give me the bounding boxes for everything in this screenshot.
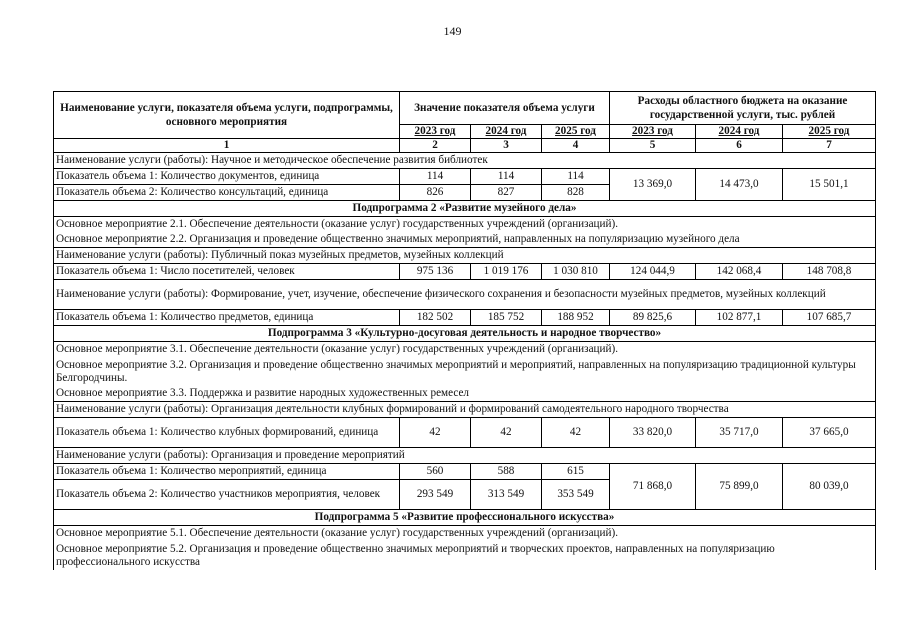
volume-value: 615 xyxy=(542,464,610,480)
column-number-row xyxy=(54,139,876,153)
indicator-row xyxy=(54,418,876,448)
budget-value: 148 708,8 xyxy=(783,264,876,280)
year-cell: 2024 год xyxy=(471,125,542,139)
service-row xyxy=(54,280,876,310)
budget-table xyxy=(53,91,876,570)
budget-value: 15 501,1 xyxy=(783,169,876,201)
indicator-row xyxy=(54,264,876,280)
year-cell: 2023 год xyxy=(400,125,471,139)
service-name: Наименование услуги (работы): Организация деятельности клубных формирований и формирований самодеятельного народного творчества xyxy=(54,402,876,418)
volume-value: 182 502 xyxy=(400,310,471,326)
volume-value: 826 xyxy=(400,185,471,201)
indicator-row xyxy=(54,310,876,326)
year-cell: 2023 год xyxy=(610,125,696,139)
event-row xyxy=(54,526,876,542)
budget-value: 89 825,6 xyxy=(610,310,696,326)
indicator-label: Показатель объема 2: Количество участников мероприятия, человек xyxy=(54,480,400,510)
volume-value: 42 xyxy=(542,418,610,448)
service-row xyxy=(54,248,876,264)
event-text: Основное мероприятие 5.2. Организация и проведение общественно значимых мероприятий и творческих проектов, направленных на популяризацию профессионального искусства xyxy=(54,541,876,570)
event-row xyxy=(54,357,876,386)
volume-value: 114 xyxy=(542,169,610,185)
budget-value: 71 868,0 xyxy=(610,464,696,510)
year-cell: 2024 год xyxy=(696,125,783,139)
subprogram-row xyxy=(54,201,876,217)
volume-value: 42 xyxy=(400,418,471,448)
service-name: Наименование услуги (работы): Организация и проведение мероприятий xyxy=(54,448,876,464)
volume-value: 293 549 xyxy=(400,480,471,510)
event-row xyxy=(54,342,876,358)
column-number: 7 xyxy=(783,139,876,153)
event-text: Основное мероприятие 2.1. Обеспечение деятельности (оказание услуг) государственных учреждений (организаций). xyxy=(54,217,876,233)
volume-value: 560 xyxy=(400,464,471,480)
budget-value: 80 039,0 xyxy=(783,464,876,510)
indicator-label: Показатель объема 2: Количество консультаций, единица xyxy=(54,185,400,201)
volume-value: 42 xyxy=(471,418,542,448)
volume-value: 1 019 176 xyxy=(471,264,542,280)
volume-value: 114 xyxy=(400,169,471,185)
volume-value: 1 030 810 xyxy=(542,264,610,280)
event-text: Основное мероприятие 5.1. Обеспечение деятельности (оказание услуг) государственных учреждений (организаций). xyxy=(54,526,876,542)
budget-value: 35 717,0 xyxy=(696,418,783,448)
indicator-row xyxy=(54,464,876,480)
volume-value: 588 xyxy=(471,464,542,480)
budget-value: 142 068,4 xyxy=(696,264,783,280)
budget-value: 33 820,0 xyxy=(610,418,696,448)
header-row xyxy=(54,92,876,125)
volume-value: 353 549 xyxy=(542,480,610,510)
service-row xyxy=(54,153,876,169)
budget-value: 102 877,1 xyxy=(696,310,783,326)
event-text: Основное мероприятие 3.1. Обеспечение деятельности (оказание услуг) государственных учреждений (организаций). xyxy=(54,342,876,358)
event-text: Основное мероприятие 3.3. Поддержка и развитие народных художественных ремесел xyxy=(54,386,876,402)
budget-value: 13 369,0 xyxy=(610,169,696,201)
event-row xyxy=(54,386,876,402)
column-number: 2 xyxy=(400,139,471,153)
budget-value: 124 044,9 xyxy=(610,264,696,280)
indicator-label: Показатель объема 1: Количество мероприятий, единица xyxy=(54,464,400,480)
indicator-row xyxy=(54,169,876,185)
event-row xyxy=(54,217,876,233)
budget-value: 107 685,7 xyxy=(783,310,876,326)
volume-value: 828 xyxy=(542,185,610,201)
page-number: 149 xyxy=(443,24,462,38)
event-row xyxy=(54,232,876,248)
event-text: Основное мероприятие 3.2. Организация и проведение общественно значимых мероприятий и мероприятий, направленных на популяризацию традиционной культуры Белгородчины. xyxy=(54,357,876,386)
column-number: 3 xyxy=(471,139,542,153)
header-budget-cell: Расходы областного бюджета на оказание государственной услуги, тыс. рублей xyxy=(610,92,876,125)
column-number: 1 xyxy=(54,139,400,153)
event-text: Основное мероприятие 2.2. Организация и проведение общественно значимых мероприятий, направленных на популяризацию музейного дела xyxy=(54,232,876,248)
indicator-label: Показатель объема 1: Число посетителей, человек xyxy=(54,264,400,280)
service-name: Наименование услуги (работы): Научное и методическое обеспечение развития библиотек xyxy=(54,153,876,169)
service-name: Наименование услуги (работы): Публичный показ музейных предметов, музейных коллекций xyxy=(54,248,876,264)
column-number: 4 xyxy=(542,139,610,153)
service-row xyxy=(54,402,876,418)
service-row xyxy=(54,448,876,464)
subprogram-row xyxy=(54,510,876,526)
volume-value: 188 952 xyxy=(542,310,610,326)
column-number: 5 xyxy=(610,139,696,153)
budget-value: 75 899,0 xyxy=(696,464,783,510)
budget-value: 37 665,0 xyxy=(783,418,876,448)
volume-value: 313 549 xyxy=(471,480,542,510)
volume-value: 975 136 xyxy=(400,264,471,280)
volume-value: 827 xyxy=(471,185,542,201)
header-volume-cell: Значение показателя объема услуги xyxy=(400,92,610,125)
indicator-label: Показатель объема 1: Количество предметов, единица xyxy=(54,310,400,326)
subprogram-row xyxy=(54,326,876,342)
service-name: Наименование услуги (работы): Формирование, учет, изучение, обеспечение физического сохранения и безопасности музейных предметов, музейных коллекций xyxy=(54,280,876,310)
volume-value: 185 752 xyxy=(471,310,542,326)
year-cell: 2025 год xyxy=(542,125,610,139)
header-name-cell: Наименование услуги, показателя объема услуги, подпрограммы, основного мероприятия xyxy=(54,92,400,139)
column-number: 6 xyxy=(696,139,783,153)
volume-value: 114 xyxy=(471,169,542,185)
event-row xyxy=(54,541,876,570)
budget-value: 14 473,0 xyxy=(696,169,783,201)
subprogram-title: Подпрограмма 2 «Развитие музейного дела» xyxy=(54,201,876,217)
subprogram-title: Подпрограмма 3 «Культурно-досуговая деятельность и народное творчество» xyxy=(54,326,876,342)
indicator-label: Показатель объема 1: Количество документов, единица xyxy=(54,169,400,185)
year-cell: 2025 год xyxy=(783,125,876,139)
subprogram-title: Подпрограмма 5 «Развитие профессионального искусства» xyxy=(54,510,876,526)
indicator-label: Показатель объема 1: Количество клубных формирований, единица xyxy=(54,418,400,448)
